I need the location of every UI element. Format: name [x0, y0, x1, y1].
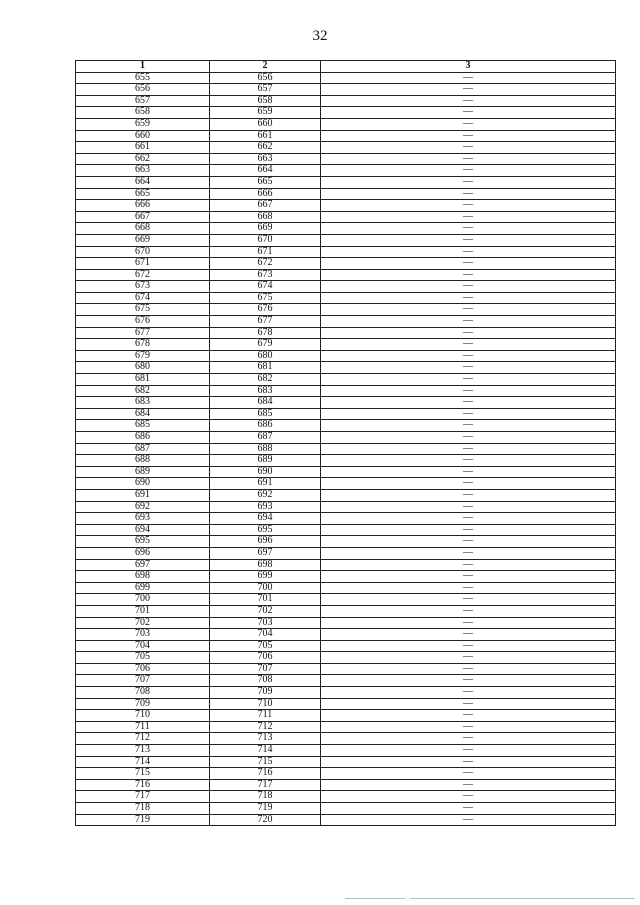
table-row: [76, 617, 616, 629]
table-cell-col-3: —: [321, 455, 616, 467]
table-cell-col-1: 708: [76, 687, 210, 699]
table-cell-col-3: —: [321, 153, 616, 165]
table-row: [76, 339, 616, 351]
table-cell-col-1: 672: [76, 269, 210, 281]
table-cell-col-3: —: [321, 258, 616, 270]
table-cell-col-1: 669: [76, 234, 210, 246]
table-cell-col-1: 670: [76, 246, 210, 258]
table-cell-col-3: —: [321, 362, 616, 374]
table-cell-col-2: 671: [210, 246, 321, 258]
table-cell-col-1: 684: [76, 408, 210, 420]
table-cell-col-1: 695: [76, 536, 210, 548]
table-row: [76, 489, 616, 501]
table-cell-col-1: 696: [76, 547, 210, 559]
table-cell-col-1: 693: [76, 513, 210, 525]
table-cell-col-1: 689: [76, 466, 210, 478]
table-cell-col-3: —: [321, 513, 616, 525]
table-row: [76, 501, 616, 513]
table-cell-col-3: —: [321, 374, 616, 386]
table-cell-col-1: 710: [76, 710, 210, 722]
table-cell-col-3: —: [321, 327, 616, 339]
table-cell-col-1: 658: [76, 107, 210, 119]
table-cell-col-2: 720: [210, 814, 321, 826]
table-cell-col-1: 714: [76, 756, 210, 768]
table-cell-col-2: 713: [210, 733, 321, 745]
table-cell-col-2: 688: [210, 443, 321, 455]
table-cell-col-2: 665: [210, 176, 321, 188]
table-cell-col-1: 686: [76, 432, 210, 444]
table-cell-col-2: 657: [210, 84, 321, 96]
table-row: [76, 710, 616, 722]
table-cell-col-3: —: [321, 211, 616, 223]
table-cell-col-1: 655: [76, 72, 210, 84]
table-cell-col-1: 678: [76, 339, 210, 351]
table-row: [76, 281, 616, 293]
table-cell-col-2: 677: [210, 316, 321, 328]
table-cell-col-1: 667: [76, 211, 210, 223]
table-cell-col-2: 691: [210, 478, 321, 490]
table-cell-col-2: 704: [210, 629, 321, 641]
table-cell-col-3: —: [321, 501, 616, 513]
table-cell-col-1: 697: [76, 559, 210, 571]
table-cell-col-2: 661: [210, 130, 321, 142]
table-cell-col-1: 665: [76, 188, 210, 200]
table-row: [76, 687, 616, 699]
table-cell-col-3: —: [321, 779, 616, 791]
table-cell-col-1: 707: [76, 675, 210, 687]
table-cell-col-3: —: [321, 292, 616, 304]
table-row: [76, 385, 616, 397]
table-cell-col-1: 691: [76, 489, 210, 501]
table-cell-col-3: —: [321, 687, 616, 699]
table-cell-col-2: 709: [210, 687, 321, 699]
table-cell-col-2: 696: [210, 536, 321, 548]
table-cell-col-1: 712: [76, 733, 210, 745]
table-cell-col-2: 708: [210, 675, 321, 687]
table-cell-col-2: 692: [210, 489, 321, 501]
table-cell-col-3: —: [321, 547, 616, 559]
table-cell-col-1: 663: [76, 165, 210, 177]
table-row: [76, 768, 616, 780]
table-cell-col-3: —: [321, 756, 616, 768]
table-cell-col-3: —: [321, 478, 616, 490]
table-row: [76, 95, 616, 107]
table-cell-col-1: 666: [76, 200, 210, 212]
table-cell-col-2: 678: [210, 327, 321, 339]
scan-artifact-line: [345, 898, 405, 899]
table-row: [76, 814, 616, 826]
table-row: [76, 408, 616, 420]
column-header-1: 1: [76, 61, 210, 73]
table-cell-col-1: 702: [76, 617, 210, 629]
table-cell-col-2: 693: [210, 501, 321, 513]
table-header: [76, 61, 616, 73]
table-cell-col-2: 694: [210, 513, 321, 525]
table-row: [76, 118, 616, 130]
table-row: [76, 629, 616, 641]
table-cell-col-1: 716: [76, 779, 210, 791]
table-cell-col-2: 695: [210, 524, 321, 536]
table-row: [76, 536, 616, 548]
table-cell-col-2: 658: [210, 95, 321, 107]
table-row: [76, 803, 616, 815]
table-cell-col-2: 659: [210, 107, 321, 119]
table-cell-col-1: 656: [76, 84, 210, 96]
table-cell-col-1: 692: [76, 501, 210, 513]
table-cell-col-2: 673: [210, 269, 321, 281]
table-cell-col-3: —: [321, 142, 616, 154]
table-cell-col-1: 682: [76, 385, 210, 397]
table-cell-col-3: —: [321, 710, 616, 722]
table-cell-col-1: 688: [76, 455, 210, 467]
table-row: [76, 234, 616, 246]
table-cell-col-2: 707: [210, 663, 321, 675]
table-row: [76, 455, 616, 467]
table-row: [76, 559, 616, 571]
table-cell-col-3: —: [321, 176, 616, 188]
table-row: [76, 547, 616, 559]
table-cell-col-3: —: [321, 95, 616, 107]
table-cell-col-2: 679: [210, 339, 321, 351]
table-cell-col-3: —: [321, 721, 616, 733]
table-cell-col-2: 670: [210, 234, 321, 246]
table-row: [76, 675, 616, 687]
table-cell-col-1: 711: [76, 721, 210, 733]
table-row: [76, 350, 616, 362]
table-cell-col-1: 661: [76, 142, 210, 154]
table-row: [76, 269, 616, 281]
table-cell-col-3: —: [321, 281, 616, 293]
table-row: [76, 698, 616, 710]
table-cell-col-1: 675: [76, 304, 210, 316]
table-cell-col-2: 680: [210, 350, 321, 362]
table-cell-col-3: —: [321, 559, 616, 571]
table-cell-col-2: 663: [210, 153, 321, 165]
table-cell-col-3: —: [321, 663, 616, 675]
table-cell-col-2: 675: [210, 292, 321, 304]
table-cell-col-2: 706: [210, 652, 321, 664]
table-cell-col-1: 713: [76, 745, 210, 757]
table-cell-col-1: 659: [76, 118, 210, 130]
table-cell-col-1: 680: [76, 362, 210, 374]
table-cell-col-3: —: [321, 316, 616, 328]
table-row: [76, 652, 616, 664]
table-cell-col-3: —: [321, 420, 616, 432]
table-cell-col-2: 687: [210, 432, 321, 444]
table-row: [76, 246, 616, 258]
table-row: [76, 374, 616, 386]
table-cell-col-3: —: [321, 605, 616, 617]
table-cell-col-2: 672: [210, 258, 321, 270]
table-row: [76, 432, 616, 444]
table-cell-col-1: 717: [76, 791, 210, 803]
table-cell-col-2: 660: [210, 118, 321, 130]
table-cell-col-2: 668: [210, 211, 321, 223]
table-row: [76, 153, 616, 165]
table-cell-col-2: 676: [210, 304, 321, 316]
table-cell-col-2: 714: [210, 745, 321, 757]
table-cell-col-3: —: [321, 304, 616, 316]
table-cell-col-3: —: [321, 339, 616, 351]
table-cell-col-2: 719: [210, 803, 321, 815]
table-row: [76, 791, 616, 803]
table-cell-col-1: 704: [76, 640, 210, 652]
table-cell-col-2: 664: [210, 165, 321, 177]
table-cell-col-3: —: [321, 489, 616, 501]
table-body: [76, 72, 616, 826]
table-cell-col-1: 690: [76, 478, 210, 490]
table-cell-col-2: 698: [210, 559, 321, 571]
table-cell-col-3: —: [321, 582, 616, 594]
table-cell-col-2: 703: [210, 617, 321, 629]
table-cell-col-2: 667: [210, 200, 321, 212]
table-cell-col-1: 719: [76, 814, 210, 826]
table-cell-col-1: 698: [76, 571, 210, 583]
table-cell-col-2: 690: [210, 466, 321, 478]
column-header-2: 2: [210, 61, 321, 73]
table-cell-col-2: 701: [210, 594, 321, 606]
table-row: [76, 397, 616, 409]
table-row: [76, 571, 616, 583]
table-cell-col-1: 671: [76, 258, 210, 270]
table-cell-col-2: 717: [210, 779, 321, 791]
scan-artifact-line: [410, 898, 635, 899]
table-cell-col-2: 710: [210, 698, 321, 710]
table-cell-col-3: —: [321, 200, 616, 212]
table-row: [76, 779, 616, 791]
table-cell-col-3: —: [321, 269, 616, 281]
table-cell-col-2: 697: [210, 547, 321, 559]
table-row: [76, 663, 616, 675]
table-cell-col-2: 715: [210, 756, 321, 768]
table-cell-col-3: —: [321, 432, 616, 444]
table-row: [76, 292, 616, 304]
table-cell-col-3: —: [321, 408, 616, 420]
table-row: [76, 165, 616, 177]
table-row: [76, 200, 616, 212]
table-cell-col-1: 676: [76, 316, 210, 328]
table-cell-col-2: 666: [210, 188, 321, 200]
table-cell-col-3: —: [321, 803, 616, 815]
table-row: [76, 211, 616, 223]
table-cell-col-1: 679: [76, 350, 210, 362]
table-row: [76, 420, 616, 432]
table-row: [76, 84, 616, 96]
table-row: [76, 733, 616, 745]
table-cell-col-2: 689: [210, 455, 321, 467]
table-cell-col-3: —: [321, 617, 616, 629]
table-row: [76, 594, 616, 606]
table-cell-col-2: 716: [210, 768, 321, 780]
table-cell-col-1: 677: [76, 327, 210, 339]
table-cell-col-3: —: [321, 733, 616, 745]
table-cell-col-3: —: [321, 118, 616, 130]
column-header-3: 3: [321, 61, 616, 73]
table-cell-col-2: 700: [210, 582, 321, 594]
table-cell-col-2: 656: [210, 72, 321, 84]
table-cell-col-2: 683: [210, 385, 321, 397]
table-row: [76, 176, 616, 188]
table-row: [76, 443, 616, 455]
table-row: [76, 316, 616, 328]
table-cell-col-3: —: [321, 223, 616, 235]
table-cell-col-1: 668: [76, 223, 210, 235]
table-cell-col-1: 660: [76, 130, 210, 142]
table-cell-col-3: —: [321, 675, 616, 687]
table-cell-col-3: —: [321, 234, 616, 246]
table-cell-col-3: —: [321, 350, 616, 362]
table-row: [76, 478, 616, 490]
table-cell-col-1: 701: [76, 605, 210, 617]
header-row: [76, 61, 616, 73]
table-cell-col-1: 700: [76, 594, 210, 606]
table-cell-col-2: 681: [210, 362, 321, 374]
table-row: [76, 524, 616, 536]
table-cell-col-2: 702: [210, 605, 321, 617]
page-number: 32: [312, 28, 328, 44]
table-cell-col-1: 657: [76, 95, 210, 107]
table-cell-col-3: —: [321, 188, 616, 200]
table-row: [76, 362, 616, 374]
table-cell-col-3: —: [321, 72, 616, 84]
table-cell-col-2: 712: [210, 721, 321, 733]
table-cell-col-2: 686: [210, 420, 321, 432]
table-row: [76, 258, 616, 270]
table-cell-col-1: 715: [76, 768, 210, 780]
table-row: [76, 142, 616, 154]
table-row: [76, 756, 616, 768]
table-cell-col-2: 685: [210, 408, 321, 420]
table-cell-col-1: 703: [76, 629, 210, 641]
table-row: [76, 107, 616, 119]
table-cell-col-1: 674: [76, 292, 210, 304]
table-row: [76, 582, 616, 594]
table-cell-col-3: —: [321, 640, 616, 652]
table-cell-col-2: 699: [210, 571, 321, 583]
table-cell-col-1: 687: [76, 443, 210, 455]
table-cell-col-1: 681: [76, 374, 210, 386]
table-cell-col-3: —: [321, 84, 616, 96]
data-table: [75, 60, 616, 826]
table-cell-col-3: —: [321, 698, 616, 710]
table-cell-col-3: —: [321, 652, 616, 664]
table-row: [76, 721, 616, 733]
table-cell-col-1: 662: [76, 153, 210, 165]
table-cell-col-3: —: [321, 745, 616, 757]
table-cell-col-3: —: [321, 791, 616, 803]
table-cell-col-2: 662: [210, 142, 321, 154]
table-cell-col-3: —: [321, 466, 616, 478]
table-row: [76, 188, 616, 200]
table-cell-col-1: 664: [76, 176, 210, 188]
table-cell-col-3: —: [321, 246, 616, 258]
table-row: [76, 130, 616, 142]
table-cell-col-1: 718: [76, 803, 210, 815]
table-cell-col-3: —: [321, 536, 616, 548]
table-cell-col-1: 673: [76, 281, 210, 293]
table-cell-col-2: 669: [210, 223, 321, 235]
table-cell-col-3: —: [321, 385, 616, 397]
table-cell-col-2: 718: [210, 791, 321, 803]
table-row: [76, 327, 616, 339]
table-cell-col-2: 682: [210, 374, 321, 386]
table-row: [76, 304, 616, 316]
table-cell-col-3: —: [321, 594, 616, 606]
table-cell-col-3: —: [321, 524, 616, 536]
table-cell-col-3: —: [321, 165, 616, 177]
table-cell-col-2: 705: [210, 640, 321, 652]
table-row: [76, 513, 616, 525]
table-cell-col-1: 699: [76, 582, 210, 594]
table-cell-col-3: —: [321, 443, 616, 455]
table-cell-col-1: 694: [76, 524, 210, 536]
table-cell-col-1: 706: [76, 663, 210, 675]
table-row: [76, 466, 616, 478]
table-row: [76, 640, 616, 652]
table-cell-col-1: 685: [76, 420, 210, 432]
table-cell-col-3: —: [321, 768, 616, 780]
table-row: [76, 72, 616, 84]
table-cell-col-2: 674: [210, 281, 321, 293]
table-cell-col-1: 683: [76, 397, 210, 409]
table-cell-col-1: 709: [76, 698, 210, 710]
table-cell-col-1: 705: [76, 652, 210, 664]
table-row: [76, 605, 616, 617]
table-cell-col-3: —: [321, 107, 616, 119]
table-cell-col-2: 684: [210, 397, 321, 409]
table-cell-col-3: —: [321, 397, 616, 409]
table-cell-col-2: 711: [210, 710, 321, 722]
table-row: [76, 745, 616, 757]
table-cell-col-3: —: [321, 130, 616, 142]
table-cell-col-3: —: [321, 629, 616, 641]
table-row: [76, 223, 616, 235]
table-cell-col-3: —: [321, 814, 616, 826]
table-cell-col-3: —: [321, 571, 616, 583]
